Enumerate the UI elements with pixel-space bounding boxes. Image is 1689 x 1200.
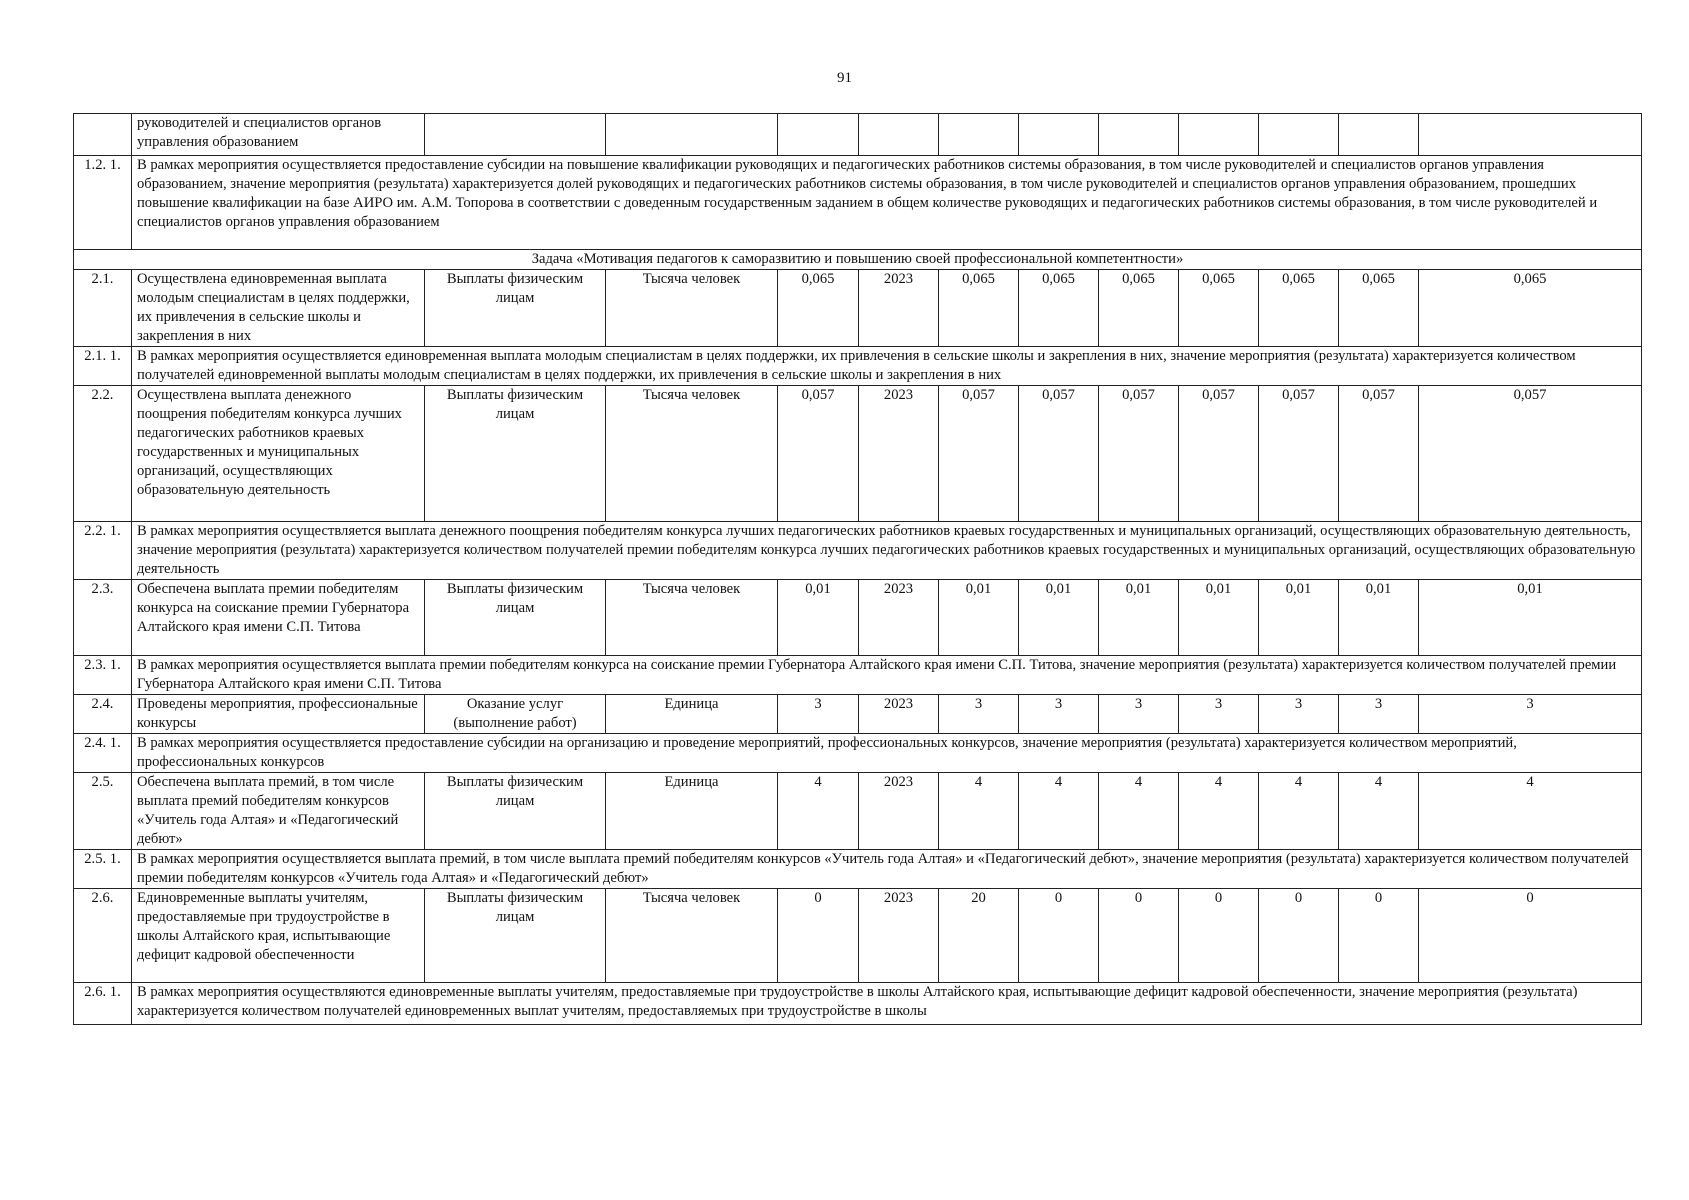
unit-of-measure: Тысяча человек [606,580,778,656]
measure-type: Выплаты физическим лицам [425,386,606,522]
empty-cell [1019,114,1099,156]
year-value: 0,057 [1419,386,1642,522]
table-row [74,695,1642,734]
year-value: 0 [1419,889,1642,983]
row-number: 2.5. 1. [74,850,132,889]
description-row [74,347,1642,386]
description-row [74,656,1642,695]
row-number: 2.3. [74,580,132,656]
year-value: 0,057 [1019,386,1099,522]
year-value: 3 [1419,695,1642,734]
year-value: 0,065 [1179,270,1259,347]
measure-name: руководителей и специалистов органов управления образованием [132,114,425,156]
year-value: 0,01 [1179,580,1259,656]
description-text: В рамках мероприятия осуществляется выплата премий, в том числе выплата премий победителям конкурсов «Учитель года Алтая» и «Педагогический дебют», значение мероприятия (результата) характеризуется количеством получателей премии победителям конкурсов «Учитель года Алтая» и «Педагогический дебют» [132,850,1642,889]
year-value: 4 [1019,773,1099,850]
year-value: 3 [1019,695,1099,734]
year-value: 0,065 [1019,270,1099,347]
year-value: 4 [1259,773,1339,850]
base-value: 0,065 [778,270,859,347]
year-value: 3 [1099,695,1179,734]
year-value: 0,01 [1099,580,1179,656]
year-value: 0,057 [939,386,1019,522]
row-number: 1.2. 1. [74,156,132,250]
description-text: В рамках мероприятия осуществляется предоставление субсидии на организацию и проведение мероприятий, профессиональных конкурсов, значение мероприятия (результата) характеризуется количеством мероприятий, профессиональных конкурсов [132,734,1642,773]
year-value: 4 [939,773,1019,850]
unit-of-measure: Единица [606,773,778,850]
empty-cell [1099,114,1179,156]
year-value: 0 [1259,889,1339,983]
base-value: 4 [778,773,859,850]
base-year: 2023 [859,889,939,983]
base-value: 3 [778,695,859,734]
measure-name: Единовременные выплаты учителям, предоставляемые при трудоустройстве в школы Алтайского края, испытывающие дефицит кадровой обеспеченности [132,889,425,983]
empty-cell [778,114,859,156]
year-value: 0,065 [1339,270,1419,347]
row-number: 2.2. [74,386,132,522]
empty-cell [425,114,606,156]
row-number: 2.1. 1. [74,347,132,386]
measure-type: Выплаты физическим лицам [425,270,606,347]
measure-type: Оказание услуг (выполнение работ) [425,695,606,734]
year-value: 0,057 [1259,386,1339,522]
empty-cell [1259,114,1339,156]
year-value: 0,01 [939,580,1019,656]
unit-of-measure: Единица [606,695,778,734]
table-row [74,580,1642,656]
row-number: 2.1. [74,270,132,347]
description-row [74,983,1642,1025]
measure-name: Обеспечена выплата премий, в том числе выплата премий победителям конкурсов «Учитель года Алтая» и «Педагогический дебют» [132,773,425,850]
year-value: 0,057 [1099,386,1179,522]
measure-name: Осуществлена единовременная выплата молодым специалистам в целях поддержки, их привлечения в сельские школы и закрепления в них [132,270,425,347]
row-number: 2.3. 1. [74,656,132,695]
row-number [74,114,132,156]
year-value: 3 [939,695,1019,734]
year-value: 0,065 [1099,270,1179,347]
measure-name: Осуществлена выплата денежного поощрения победителям конкурса лучших педагогических работников краевых государственных и муниципальных организаций, осуществляющих образовательную деятельность [132,386,425,522]
description-text: В рамках мероприятия осуществляется выплата денежного поощрения победителям конкурса лучших педагогических работников краевых государственных и муниципальных организаций, осуществляющих образовательную деятельность, значение мероприятия (результата) характеризуется количеством получателей премии победителям конкурса лучших педагогических работников краевых государственных и муниципальных организаций, осуществляющих образовательную деятельность [132,522,1642,580]
unit-of-measure: Тысяча человек [606,889,778,983]
row-number: 2.5. [74,773,132,850]
measure-type: Выплаты физическим лицам [425,773,606,850]
year-value: 0,01 [1019,580,1099,656]
description-row [74,734,1642,773]
year-value: 0,057 [1339,386,1419,522]
measure-name: Обеспечена выплата премии победителям конкурса на соискание премии Губернатора Алтайского края имени С.П. Титова [132,580,425,656]
year-value: 3 [1179,695,1259,734]
base-year: 2023 [859,386,939,522]
year-value: 0,065 [1259,270,1339,347]
measure-type: Выплаты физическим лицам [425,889,606,983]
description-text: В рамках мероприятия осуществляется единовременная выплата молодым специалистам в целях поддержки, их привлечения в сельские школы и закрепления в них, значение мероприятия (результата) характеризуется количеством получателей единовременной выплаты молодым специалистам в целях поддержки, их привлечения в сельские школы и закрепления в них [132,347,1642,386]
year-value: 20 [939,889,1019,983]
description-row [74,156,1642,250]
unit-of-measure: Тысяча человек [606,386,778,522]
table-row [74,386,1642,522]
description-text: В рамках мероприятия осуществляются единовременные выплаты учителям, предоставляемые при трудоустройстве в школы Алтайского края, испытывающие дефицит кадровой обеспеченности, значение мероприятия (результата) характеризуется количеством получателей единовременных выплат учителям, предоставляемых при трудоустройстве в школы [132,983,1642,1025]
row-number: 2.6. 1. [74,983,132,1025]
year-value: 0,01 [1419,580,1642,656]
base-value: 0 [778,889,859,983]
base-year: 2023 [859,270,939,347]
empty-cell [1419,114,1642,156]
year-value: 0 [1179,889,1259,983]
year-value: 4 [1339,773,1419,850]
year-value: 3 [1259,695,1339,734]
base-year: 2023 [859,695,939,734]
empty-cell [606,114,778,156]
row-number: 2.4. 1. [74,734,132,773]
year-value: 0 [1099,889,1179,983]
table-row [74,114,1642,156]
empty-cell [1179,114,1259,156]
task-heading: Задача «Мотивация педагогов к саморазвитию и повышению своей профессиональной компетентности» [74,250,1642,270]
year-value: 0 [1339,889,1419,983]
year-value: 4 [1419,773,1642,850]
year-value: 0,01 [1339,580,1419,656]
page-number: 91 [837,70,852,86]
base-value: 0,01 [778,580,859,656]
table-row [74,270,1642,347]
measure-name: Проведены мероприятия, профессиональные конкурсы [132,695,425,734]
base-year: 2023 [859,580,939,656]
measures-table [73,113,1642,1025]
year-value: 0 [1019,889,1099,983]
year-value: 0,065 [1419,270,1642,347]
table-row [74,773,1642,850]
row-number: 2.6. [74,889,132,983]
description-row [74,850,1642,889]
task-row [74,250,1642,270]
base-value: 0,057 [778,386,859,522]
row-number: 2.2. 1. [74,522,132,580]
empty-cell [939,114,1019,156]
base-year: 2023 [859,773,939,850]
table-row [74,889,1642,983]
year-value: 3 [1339,695,1419,734]
year-value: 4 [1179,773,1259,850]
year-value: 0,01 [1259,580,1339,656]
description-row [74,522,1642,580]
description-text: В рамках мероприятия осуществляется предоставление субсидии на повышение квалификации руководящих и педагогических работников системы образования, в том числе руководителей и специалистов органов управления образованием, значение мероприятия (результата) характеризуется долей руководящих и педагогических работников системы образования, в том числе руководителей и специалистов органов управления образованием, прошедших повышение квалификации на базе АИРО им. А.М. Топорова в соответствии с доведенным государственным заданием в общем количестве руководящих и педагогических работников системы образования, в том числе руководителей и специалистов органов управления образованием [132,156,1642,250]
year-value: 0,057 [1179,386,1259,522]
unit-of-measure: Тысяча человек [606,270,778,347]
year-value: 0,065 [939,270,1019,347]
year-value: 4 [1099,773,1179,850]
measure-type: Выплаты физическим лицам [425,580,606,656]
row-number: 2.4. [74,695,132,734]
empty-cell [859,114,939,156]
empty-cell [1339,114,1419,156]
description-text: В рамках мероприятия осуществляется выплата премии победителям конкурса на соискание премии Губернатора Алтайского края имени С.П. Титова, значение мероприятия (результата) характеризуется количеством получателей премии Губернатора Алтайского края имени С.П. Титова [132,656,1642,695]
